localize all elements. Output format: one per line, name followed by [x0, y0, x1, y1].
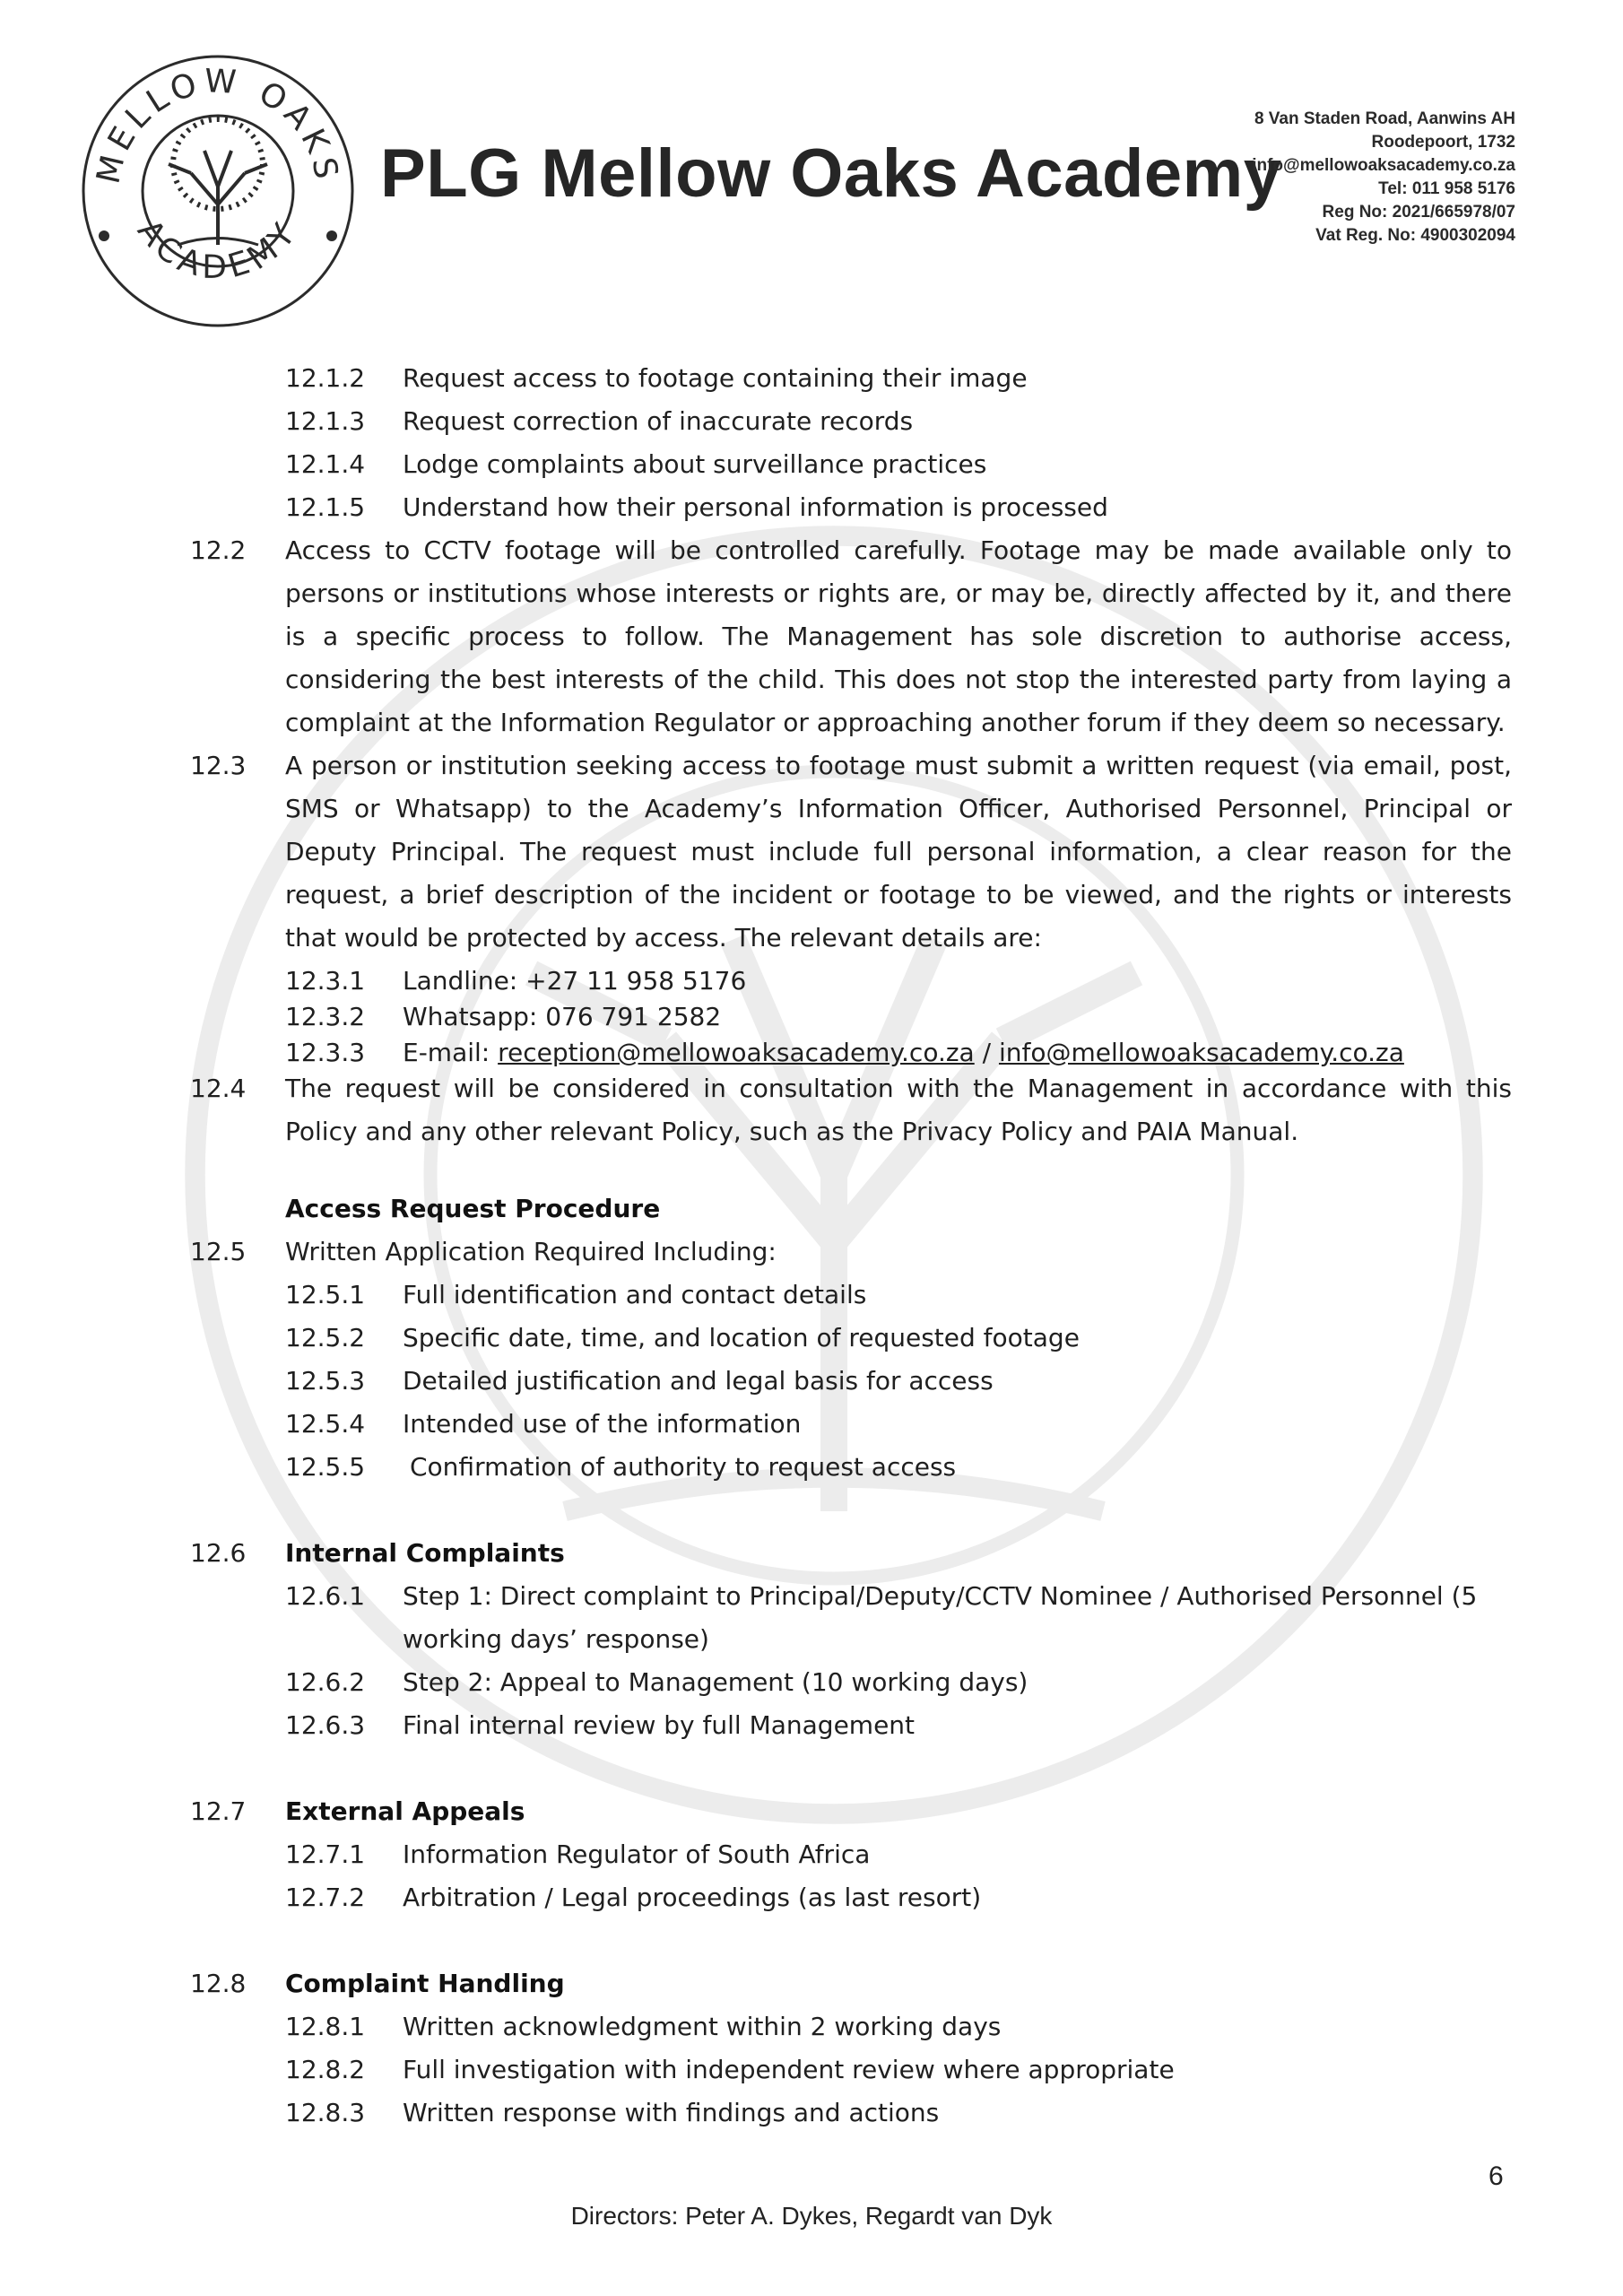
contact-city: Roodepoort, 1732 [1371, 133, 1515, 152]
contact-block [1252, 108, 1515, 248]
access-request-heading: Access Request Procedure [285, 1194, 661, 1223]
info-email-link[interactable]: info@mellowoaksacademy.co.za [998, 1038, 1404, 1067]
paragraph: Access to CCTV footage will be controlled carefully. Footage may be made available only to persons or institutions whose interests or rights are, or may be, directly affected by it, and there is a specific process to follow. The Management has sole discretion to authorise access, considering the best interests of the child. This does not stop the interested party from laying a complaint at the Information Regulator or approaching another forum if they deem so necessary. [285, 535, 1512, 737]
item-number: 12.1.3 [285, 406, 366, 436]
item-text: Whatsapp: 076 791 2582 [403, 1002, 722, 1031]
complaint-handling-heading: Complaint Handling [285, 1969, 565, 1998]
section-number: 12.7 [190, 1796, 247, 1826]
contact-vat-no: Vat Reg. No: 4900302094 [1315, 226, 1515, 245]
academy-logo [79, 52, 357, 330]
item-text: Step 2: Appeal to Management (10 working days) [403, 1667, 1028, 1697]
item-text: Full investigation with independent review where appropriate [403, 2055, 1175, 2084]
item-text: Arbitration / Legal proceedings (as last resort) [403, 1883, 982, 1912]
item-number: 12.6.3 [285, 1710, 366, 1740]
item-number: 12.3.3 [285, 1038, 366, 1067]
item-number: 12.1.4 [285, 449, 366, 479]
item-number: 12.8.2 [285, 2055, 366, 2084]
item-text: Detailed justification and legal basis for access [403, 1366, 994, 1396]
item-text: Understand how their personal information is processed [403, 492, 1108, 522]
item-text: Step 1: Direct complaint to Principal/Deputy/CCTV Nominee / Authorised Personnel (5 [403, 1581, 1478, 1611]
item-text: Written Application Required Including: [285, 1237, 777, 1266]
logo-ring-bottom-text: ACADEMY [130, 213, 306, 287]
item-number: 12.3.2 [285, 1002, 366, 1031]
contact-reg-no: Reg No: 2021/665978/07 [1322, 203, 1515, 222]
contact-phone: Tel: 011 958 5176 [1378, 179, 1515, 198]
external-appeals-heading: External Appeals [285, 1796, 525, 1826]
oak-tree-icon [169, 119, 267, 245]
paragraph: The request will be considered in consultation with the Management in accordance with this Policy and any other relevant Policy, such as the Privacy Policy and PAIA Manual. [285, 1074, 1512, 1146]
item-number: 12.7.2 [285, 1883, 366, 1912]
item-number: 12.8.3 [285, 2098, 366, 2127]
contact-email: info@mellowoaksacademy.co.za [1252, 156, 1515, 175]
item-number: 12.6.2 [285, 1667, 366, 1697]
section-number: 12.2 [190, 535, 247, 565]
item-text: Intended use of the information [403, 1409, 802, 1439]
item-text: Confirmation of authority to request access [410, 1452, 957, 1482]
section-number: 12.8 [190, 1969, 247, 1998]
section-number: 12.4 [190, 1074, 247, 1103]
email-prefix: E-mail: [403, 1038, 499, 1067]
item-number: 12.5.5 [285, 1452, 366, 1482]
item-text: Request correction of inaccurate records [403, 406, 914, 436]
section-number: 12.3 [190, 751, 247, 780]
item-number: 12.6.1 [285, 1581, 366, 1611]
item-number: 12.5.3 [285, 1366, 366, 1396]
paragraph: A person or institution seeking access to footage must submit a written request (via email, post, SMS or Whatsapp) to the Academy’s Information Officer, Authorised Personnel, Principal or Deputy Principal. The request must include full personal information, a clear reason for the request, a brief description of the incident or footage to be viewed, and the rights or interests that would be protected by access. The relevant details are: [285, 751, 1512, 952]
email-separator: / [974, 1038, 999, 1067]
item-text: Full identification and contact details [403, 1280, 867, 1309]
logo-ring-top-text: MELLOW OAKS [90, 63, 346, 187]
item-text: Specific date, time, and location of requested footage [403, 1323, 1080, 1352]
section-number: 12.6 [190, 1538, 247, 1568]
item-number: 12.3.1 [285, 966, 366, 996]
item-text: Request access to footage containing their image [403, 363, 1028, 393]
item-number: 12.7.1 [285, 1839, 366, 1869]
page-number: 6 [1488, 2161, 1504, 2191]
item-text: Information Regulator of South Africa [403, 1839, 871, 1869]
item-number: 12.5.1 [285, 1280, 366, 1309]
footer-directors: Directors: Peter A. Dykes, Regardt van Dyk [570, 2202, 1053, 2230]
item-number: 12.1.2 [285, 363, 366, 393]
item-text: Written acknowledgment within 2 working days [403, 2012, 1002, 2041]
item-text: Final internal review by full Management [403, 1710, 916, 1740]
svg-text:MELLOW OAKS [90, 63, 345, 187]
reception-email-link[interactable]: reception@mellowoaksacademy.co.za [498, 1038, 975, 1067]
item-number: 12.8.1 [285, 2012, 366, 2041]
brand-name: PLG Mellow Oaks Academy [380, 135, 1282, 212]
internal-complaints-heading: Internal Complaints [285, 1538, 565, 1568]
item-text: Lodge complaints about surveillance practices [403, 449, 987, 479]
section-number: 12.5 [190, 1237, 247, 1266]
item-text: Landline: +27 11 958 5176 [403, 966, 747, 996]
contact-address: 8 Van Staden Road, Aanwins AH [1254, 109, 1515, 128]
item-number: 12.1.5 [285, 492, 366, 522]
item-number: 12.5.2 [285, 1323, 366, 1352]
item-text: Written response with findings and actions [403, 2098, 940, 2127]
item-number: 12.5.4 [285, 1409, 366, 1439]
item-text-continued: working days’ response) [403, 1624, 709, 1654]
